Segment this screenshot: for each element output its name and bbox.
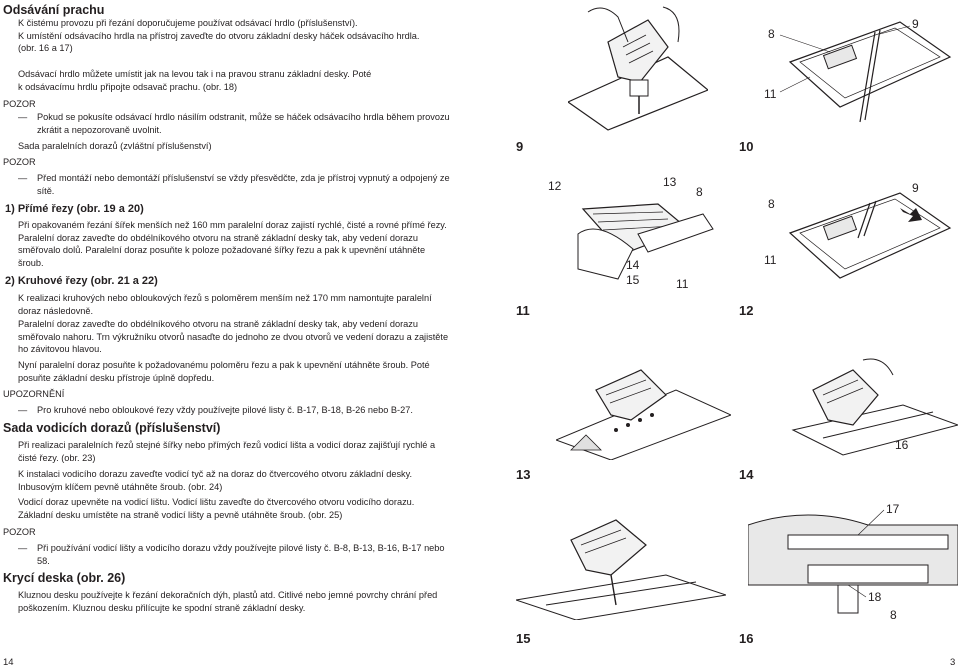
figure-15-illustration <box>516 505 726 620</box>
callout-17: 17 <box>886 502 900 516</box>
figure-16-illustration <box>748 495 958 625</box>
callout-8: 8 <box>890 608 897 622</box>
note-item: — Pro kruhové nebo obloukové řezy vždy používejte pilové listy č. B-17, B-18, B-26 nebo B-27. <box>18 405 413 415</box>
note-label: UPOZORNĚNÍ <box>3 389 65 399</box>
figure-12-illustration <box>750 178 955 293</box>
section-title-dust-extraction: Odsávání prachu <box>3 3 105 17</box>
page-number-right: 3 <box>950 657 956 668</box>
figure-15-number: 15 <box>516 631 531 646</box>
dust-paragraph-1: K čistému provozu při řezání doporučujeme používat odsávací hrdlo (příslušenství). K umístění odsávacího hrdla na přístroj zaveďte do otvoru základní desky háček odsávacího hrdla. (obr. 16 a 17) <box>18 18 420 54</box>
caution-label: POZOR <box>3 157 36 167</box>
caution-item: — Pokud se pokusíte odsávací hrdlo násilím odstranit, může se háček odsávacího hrdla během provozu zkrátit a nepozorovaně uvolnit. <box>18 112 450 135</box>
figure-14-illustration <box>783 350 958 460</box>
callout-16: 16 <box>895 438 909 452</box>
section-title-cover-plate: Krycí deska (obr. 26) <box>3 571 126 585</box>
page-number-left: 14 <box>3 657 14 668</box>
callout-15: 15 <box>626 273 640 287</box>
figure-9-illustration <box>568 2 708 132</box>
callout-8: 8 <box>768 197 775 211</box>
figure-11-number: 11 <box>516 303 530 318</box>
circular-cuts-paragraph-3: Nyní paralelní doraz posuňte k požadovanému poloměru řezu a pak k upevnění utáhněte šroub. Poté posuňte základní desku přístroje úplně dopředu. <box>18 360 430 383</box>
figure-13-number: 13 <box>516 467 531 482</box>
figure-13-illustration <box>556 355 731 460</box>
callout-12: 12 <box>548 179 562 193</box>
subsection-title-circular-cuts: 2) Kruhové řezy (obr. 21 a 22) <box>5 275 158 287</box>
figure-column <box>508 0 960 669</box>
circular-cuts-paragraph-2: Paralelní doraz zaveďte do obdélníkového otvoru na straně základní desky tak, aby vedení dorazu směřovalo nahoru. Trn výkružníku otvorů nasaďte do jednoho ze dvou otvorů ve vedení dorazu a zajistěte ho závitovou hlavou. <box>18 319 449 355</box>
guide-rail-paragraph-1: Při realizaci paralelních řezů stejné šířky nebo přímých řezů vodicí lišta a vodicí doraz zajišťují rychlé a čisté řezy. (obr. 23) <box>18 440 436 463</box>
dash-marker: — <box>18 112 28 122</box>
straight-cuts-paragraph: Při opakovaném řezání šířek menších než 160 mm paralelní doraz zajistí rychlé, čisté a rovné přímé řezy. Paralelní doraz zaveďte do obdélníkového otvoru na straně základní desky tak, aby vedení dorazu směřovalo dolů. Paralelní doraz posuňte k poloze požadované šířky řezu a pak k upevnění utáhněte šroub. <box>18 220 447 268</box>
figure-16-number: 16 <box>739 631 754 646</box>
callout-8: 8 <box>768 27 775 41</box>
dust-paragraph-2: Odsávací hrdlo můžete umístit jak na levou tak i na pravou stranu základní desky. Poté k odsávacímu hrdlu připojte odsavač prachu. (obr. 18) <box>18 69 372 92</box>
callout-9: 9 <box>912 181 919 195</box>
figure-12-number: 12 <box>739 303 754 318</box>
dash-marker: — <box>18 173 28 183</box>
caution-label: POZOR <box>3 527 36 537</box>
figure-14-number: 14 <box>739 467 754 482</box>
figure-11-illustration <box>538 174 728 294</box>
section-title-guide-rail: Sada vodicích dorazů (příslušenství) <box>3 421 221 435</box>
callout-18: 18 <box>868 590 882 604</box>
caution-label: POZOR <box>3 99 36 109</box>
callout-11: 11 <box>676 277 689 291</box>
circular-cuts-paragraph-1: K realizaci kruhových nebo obloukových řezů s poloměrem menším než 170 mm namontujte paralelní doraz následovně. <box>18 293 432 316</box>
figure-10-illustration <box>750 12 955 132</box>
callout-8: 8 <box>696 185 703 199</box>
cover-plate-paragraph: Kluznou desku používejte k řezání dekoračních dýh, plastů atd. Citlivé nebo jemné povrchy chrání před poškozením. Kluznou desku přilícujte ke spodní straně základní desky. <box>18 590 438 613</box>
guide-rail-paragraph-3: Vodicí doraz upevněte na vodicí lištu. Vodicí lištu zaveďte do čtvercového otvoru vodicího dorazu. Základní desku umístěte na straně vodicí lišty a pevně utáhněte šroub. (obr. 25) <box>18 497 415 520</box>
dash-marker: — <box>18 543 28 553</box>
guide-rail-paragraph-2: K instalaci vodicího dorazu zaveďte vodicí tyč až na doraz do čtvercového otvoru základní desky. Inbusovým klíčem pevně utáhněte šroub. (obr. 24) <box>18 469 413 492</box>
subsection-title-straight-cuts: 1) Přímé řezy (obr. 19 a 20) <box>5 203 144 215</box>
figure-9-number: 9 <box>516 139 524 154</box>
caution-item: — Před montáží nebo demontáží příslušenství se vždy přesvědčte, zda je přístroj vypnutý a odpojený ze sítě. <box>18 173 450 196</box>
callout-14: 14 <box>626 258 640 272</box>
callout-13: 13 <box>663 175 677 189</box>
parallel-fence-set-line: Sada paralelních dorazů (zvláštní příslušenství) <box>18 141 212 151</box>
callout-9: 9 <box>912 17 919 31</box>
caution-item: — Při používání vodicí lišty a vodicího dorazu vždy používejte pilové listy č. B-8, B-13, B-16, B-17 nebo 58. <box>18 543 445 566</box>
figure-10-number: 10 <box>739 139 754 154</box>
callout-11: 11 <box>764 253 777 267</box>
callout-11: 11 <box>764 87 777 101</box>
dash-marker: — <box>18 405 28 415</box>
